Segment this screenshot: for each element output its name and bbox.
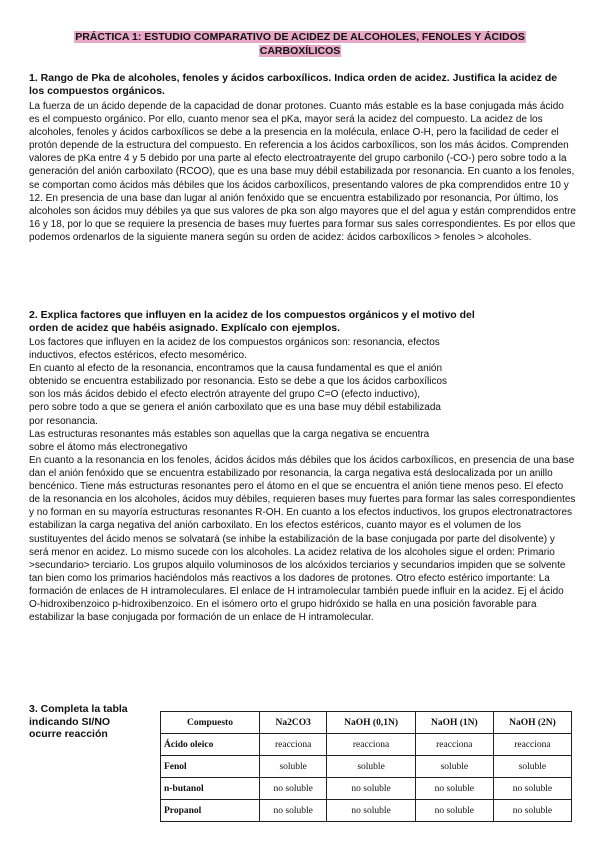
column-header: NaOH (2N) [493, 712, 571, 734]
page-title [40, 30, 560, 58]
table-cell: no soluble [260, 778, 327, 800]
table-cell: soluble [415, 756, 493, 778]
section-3-heading-line-1: 3. Completa la tabla [29, 703, 128, 715]
section-1-heading: 1. Rango de Pka de alcoholes, fenoles y ácidos carboxílicos. Indica orden de acidez. Justifica la acidez de los compuestos orgánicos. [29, 72, 558, 97]
table-cell: no soluble [327, 800, 415, 822]
title-line-2: CARBOXÍLICOS [259, 45, 341, 57]
section-2-heading-line-1: 2. Explica factores que influyen en la acidez de los compuestos orgánicos y el motivo del [29, 309, 475, 321]
table-cell: no soluble [260, 800, 327, 822]
section-2-line: son los más ácidos debido el efecto electrón atrayente del grupo C=O (efecto inductivo), [29, 389, 421, 401]
table-cell: n-butanol [161, 778, 260, 800]
table-header-row [161, 712, 572, 734]
table-row [161, 734, 572, 756]
table-cell: no soluble [493, 800, 571, 822]
table-row [161, 756, 572, 778]
table-cell: Ácido oleico [161, 734, 260, 756]
section-2-body: En cuanto a la resonancia en los fenoles, ácidos ácidos más débiles que los ácidos carboxílicos, en presencia de una base dan el anión fenóxido que se encuentra estabilizado por resonancia, la carga negativa está deslocalizada por un anillo bencénico. Tiene más estructuras resonantes pero el átomo en el que se encuentra el anión tiene menos peso. El efecto de la resonancia en los alcoholes, ácidos muy débiles, requieren bases muy fuertes para formar las sales correspondientes y no forman en su mayoría estructuras resonantes R-OH. En cuanto a los efectos inductivos, los grupos electronatractores estabilizan la carga negativa del anión carboxilato. En los efectos estéricos, cuanto mayor es el volumen de los sustituyentes del ácido menos se solvatará (se inhibe la estabilización de la base conjugada por parte del disolvente) y será menor en acidez. Lo mismo sucede con los alcoholes. La acidez relativa de los alcoholes sigue el orden: Primario >secundario> terciario. Los grupos alquilo voluminosos de los alcóxidos terciarios y secundarios impiden que se solvente tan bien como los primarios haciéndolos más reactivos a los dadores de protones. Otro efecto estérico importante: La formación de enlaces de H intramoleculares. El enlace de H intramolecular también puede influir en la acidez. Ej el ácido O-hidroxibenzoico p-hidroxibenzoico. En el isómero orto el grupo hidróxido se halla en una posición favorable para estabilizar la base conjugada por formación de un enlace de H intramolecular. [29, 455, 576, 624]
section-3-heading [29, 703, 149, 741]
section-3-heading-line-2: indicando SI/NO [29, 715, 111, 728]
column-header: Na2CO3 [260, 712, 327, 734]
section-2-line: pero sobre todo a que se genera el anión carboxilato que es una base muy débil estabilizada [29, 402, 441, 414]
section-2-line: por resonancia. [29, 415, 98, 427]
section-1-body: La fuerza de un ácido depende de la capacidad de donar protones. Cuanto más estable es la base conjugada más ácido es el compuesto orgánico. Por ello, cuanto menor sea el pKa, mayor será la acidez del compuesto. La acidez de los alcoholes, fenoles y ácidos carboxílicos se debe a la presencia en la molécula, enlace O-H, pero la facilidad de ceder el protón depende de la estructura del compuesto. En referencia a los ácidos carboxílicos, son los más ácidos. Comprenden valores de pKa entre 4 y 5 debido por una parte al efecto electroatrayente del grupo carbonilo (-CO-) pero sobre todo a la generación del anión carboxilato (RCOO), que es una base muy débil estabilizada por resonancia. En cuanto a los fenoles, se comportan como ácidos más débiles que los ácidos carboxílicos, presentando valores de pka comprendidos entre 10 y 12. En presencia de una base dan lugar al anión fenóxido que se encuentra estabilizado por resonancia, Por último, los alcoholes son ácidos muy débiles ya que sus valores de pka son algo mayores que el del agua y están comprendidos entre 16 y 18, por lo que se requiere la presencia de bases muy fuertes para formar sus sales correspondientes. Es por ellos que podemos ordenarlos de la siguiente manera según su orden de acidez: ácidos carboxílicos > fenoles > alcoholes. [29, 101, 576, 243]
section-2-line: En cuanto al efecto de la resonancia, encontramos que la causa fundamental es que el anión [29, 363, 443, 375]
reaction-table [160, 711, 572, 822]
table-cell: soluble [493, 756, 571, 778]
section-2-heading-line-2: orden de acidez que habéis asignado. Explícalo con ejemplos. [29, 322, 341, 334]
section-2-line: Las estructuras resonantes más estables son aquellas que la carga negativa se encuentra [29, 428, 430, 440]
section-2-line: inductivos, efectos estéricos, efecto mesomérico. [29, 350, 247, 362]
column-header: NaOH (1N) [415, 712, 493, 734]
section-3-heading-line-3: ocurre reacción [29, 728, 108, 741]
table-cell: no soluble [327, 778, 415, 800]
column-header: Compuesto [161, 712, 260, 734]
table-cell: reacciona [260, 734, 327, 756]
table-cell: reacciona [415, 734, 493, 756]
table-cell: soluble [260, 756, 327, 778]
column-header: NaOH (0,1N) [327, 712, 415, 734]
table-cell: Propanol [161, 800, 260, 822]
section-2-heading [29, 309, 574, 335]
table-cell: Fenol [161, 756, 260, 778]
section-2-line: sobre el átomo más electronegativo [29, 441, 188, 453]
section-2-line: obtenido se encuentra estabilizado por resonancia. Esto se debe a que los ácidos carboxílicos [29, 376, 448, 388]
section-2-line: Los factores que influyen en la acidez de los compuestos orgánicos son: resonancia, efectos [29, 337, 440, 348]
table-cell: no soluble [415, 778, 493, 800]
table-cell: no soluble [493, 778, 571, 800]
table-row [161, 800, 572, 822]
table-cell: reacciona [493, 734, 571, 756]
table-cell: no soluble [415, 800, 493, 822]
table-cell: soluble [327, 756, 415, 778]
title-line-1: PRÁCTICA 1: ESTUDIO COMPARATIVO DE ACIDEZ DE ALCOHOLES, FENOLES Y ÁCIDOS [75, 31, 525, 43]
section-2-intro [29, 336, 577, 454]
table-cell: reacciona [327, 734, 415, 756]
table-row [161, 778, 572, 800]
